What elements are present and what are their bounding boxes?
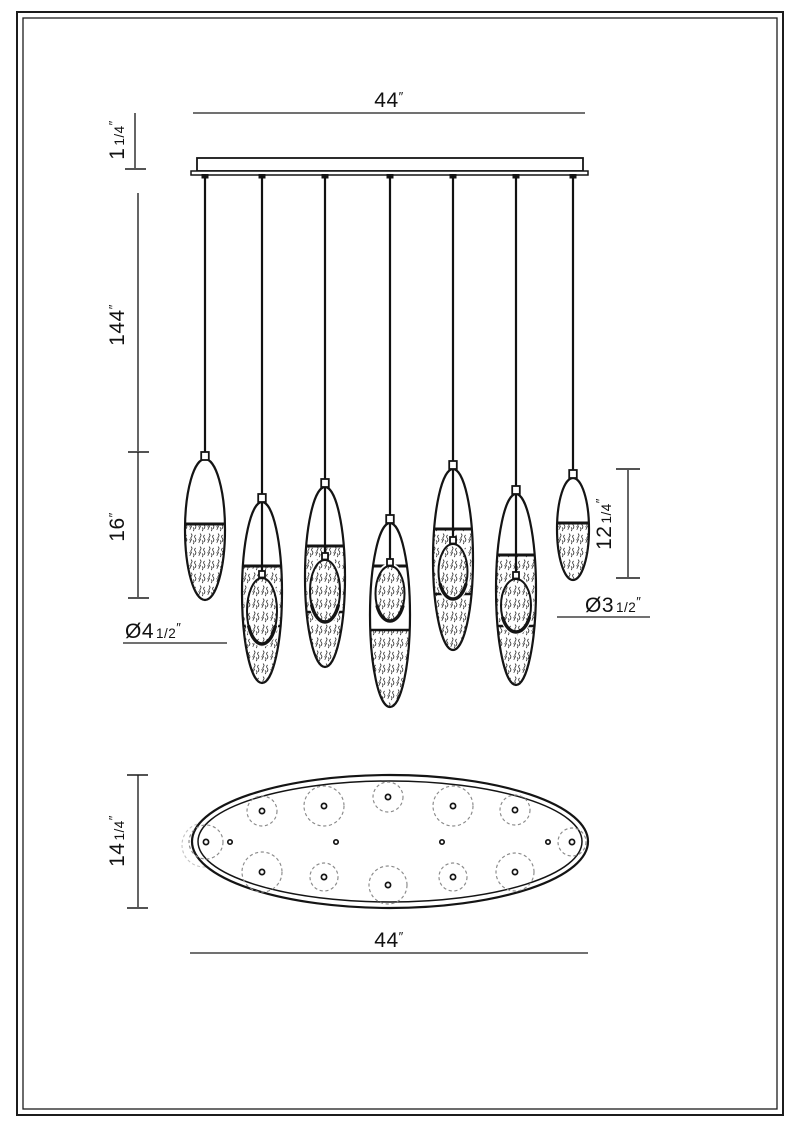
plan-mount-point: [546, 840, 550, 844]
svg-text:11/4″: 11/4″: [106, 120, 129, 160]
back-pendant-cap: [322, 553, 328, 560]
pendant-cluster: [305, 174, 345, 667]
canopy-bar: [191, 158, 588, 175]
dim-plan-depth: [106, 775, 148, 908]
dim-pendant-small-height: [593, 469, 640, 578]
pendant-cluster: [496, 174, 536, 685]
pendant-cluster: [433, 174, 473, 650]
back-pendant-cap: [450, 537, 456, 544]
pendant-cap: [569, 470, 577, 478]
pendant-cap: [258, 494, 266, 502]
pendant-cap: [201, 452, 209, 460]
dim-pendant-large-height: [106, 452, 149, 598]
pendant-cap: [386, 515, 394, 523]
plan-mount-point: [228, 840, 232, 844]
dim-bottom-width: [190, 929, 588, 953]
plan-canopy-oval: [182, 775, 588, 908]
pendant-single: [557, 174, 589, 580]
dim-pendant-large-dia: [123, 620, 227, 643]
svg-text:16″: 16″: [106, 512, 129, 542]
back-pendant-cap: [259, 571, 265, 578]
glass-texture: [185, 524, 225, 600]
pendants-group: [185, 174, 589, 707]
dim-top-width: [193, 89, 585, 113]
pendant-cap: [512, 486, 520, 494]
pendant-single: [185, 174, 225, 600]
dim-pendant-small-dia: [557, 594, 650, 617]
svg-text:Ø31/2″: Ø3 1/2″: [585, 594, 642, 617]
svg-text:Ø41/2″: Ø4 1/2″: [125, 620, 182, 643]
svg-text:44″: 44″: [374, 929, 404, 952]
pendant-cap: [449, 461, 457, 469]
plan-mount-point: [334, 840, 338, 844]
plan-mount-point: [440, 840, 444, 844]
back-pendant-cap: [387, 559, 393, 566]
dim-canopy-height: [106, 113, 146, 169]
svg-text:144″: 144″: [106, 304, 129, 346]
glass-texture: [370, 630, 410, 707]
pendant-cluster: [242, 174, 282, 683]
elevation-view: [106, 89, 650, 707]
glass-texture: [557, 523, 589, 580]
dim-drop-length: [106, 193, 149, 452]
svg-text:141/4″: 141/4″: [106, 815, 129, 867]
plan-view: [106, 775, 588, 953]
pendant-cap: [321, 479, 329, 487]
svg-text:121/4″: 121/4″: [593, 498, 616, 550]
svg-text:44″: 44″: [374, 89, 404, 112]
pendant-cluster: [370, 174, 410, 707]
back-pendant-cap: [513, 572, 519, 579]
